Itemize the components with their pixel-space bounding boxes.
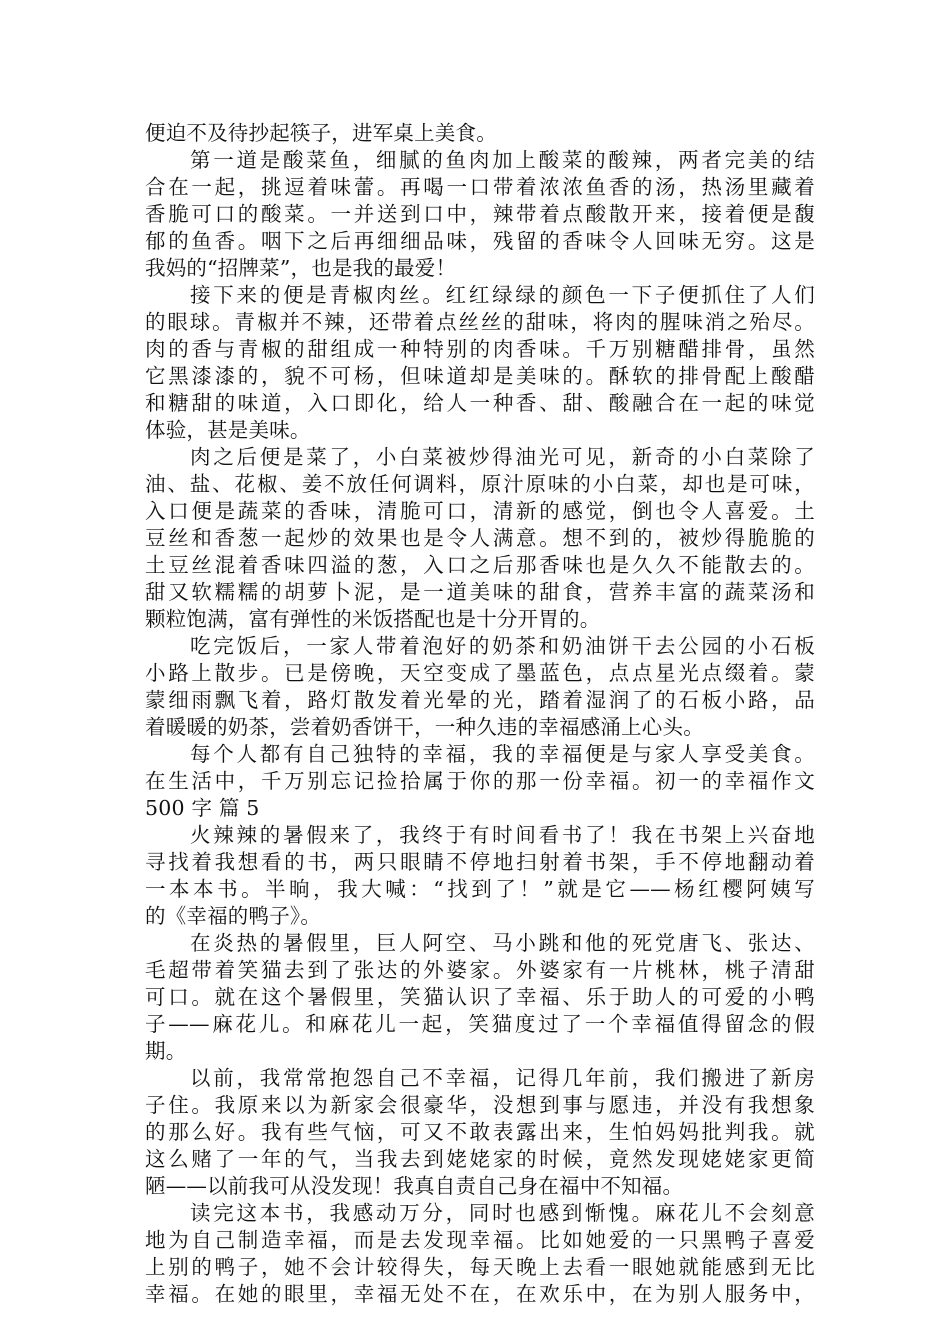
text-line: 的那么好。我有些气恼，可又不敢表露出来，生怕妈妈批判我。就 (145, 1120, 815, 1144)
text-line: 郁的鱼香。咽下之后再细细品味，残留的香味令人回味无穷。这是 (145, 229, 815, 253)
text-line: 一本本书。半晌，我大喊：“找到了！”就是它——杨红樱阿姨写 (145, 877, 815, 901)
text-line: 合在一起，挑逗着味蕾。再喝一口带着浓浓鱼香的汤，热汤里藏着 (145, 175, 815, 199)
text-line: 可口。就在这个暑假里，笑猫认识了幸福、乐于助人的可爱的小鸭 (145, 985, 815, 1009)
text-line: 小路上散步。已是傍晚，天空变成了墨蓝色，点点星光点缀着。蒙 (145, 661, 815, 685)
text-line: 子住。我原来以为新家会很豪华，没想到事与愿违，并没有我想象 (145, 1093, 815, 1117)
text-line: 蒙细雨飘飞着，路灯散发着光晕的光，踏着湿润了的石板小路，品 (145, 688, 815, 712)
text-line: 寻找着我想看的书，两只眼睛不停地扫射着书架，手不停地翻动着 (145, 850, 815, 874)
document-page (145, 120, 815, 1308)
text-line: 吃完饭后，一家人带着泡好的奶茶和奶油饼干去公园的小石板 (190, 634, 815, 658)
text-line: 它黑漆漆的，貌不可杨，但味道却是美味的。酥软的排骨配上酸醋 (145, 364, 815, 388)
text-line: 入口便是蔬菜的香味，清脆可口，清新的感觉，倒也令人喜爱。土 (145, 499, 815, 523)
text-line: 500 字 篇 5 (145, 796, 260, 820)
text-line: 颗粒饱满，富有弹性的米饭搭配也是十分开胃的。 (145, 607, 601, 631)
text-line: 的眼球。青椒并不辣，还带着点丝丝的甜味，将肉的腥味消之殆尽。 (145, 310, 815, 334)
text-line: 我妈的“招牌菜”，也是我的最爱！ (145, 256, 457, 280)
text-line: 这么赌了一年的气，当我去到姥姥家的时候，竟然发现姥姥家更简 (145, 1147, 815, 1171)
text-line: 每个人都有自己独特的幸福，我的幸福便是与家人享受美食。 (190, 742, 815, 766)
text-line: 幸福。在她的眼里，幸福无处不在，在欢乐中，在为别人服务中， (145, 1282, 815, 1306)
text-line: 地为自己制造幸福，而是去发现幸福。比如她爱的一只黑鸭子喜爱 (145, 1228, 815, 1252)
text-line: 在生活中，千万别忘记捡拾属于你的那一份幸福。初一的幸福作文 (145, 769, 815, 793)
text-line: 的《幸福的鸭子》。 (145, 904, 322, 928)
text-line: 接下来的便是青椒肉丝。红红绿绿的颜色一下子便抓住了人们 (190, 283, 815, 307)
text-line: 香脆可口的酸菜。一并送到口中，辣带着点酸散开来，接着便是馥 (145, 202, 815, 226)
text-line: 豆丝和香葱一起炒的效果也是令人满意。想不到的，被炒得脆脆的 (145, 526, 815, 550)
text-line: 油、盐、花椒、姜不放任何调料，原汁原味的小白菜，却也是可味， (145, 472, 815, 496)
text-line: 着暖暖的奶茶，尝着奶香饼干，一种久违的幸福感涌上心头。 (145, 715, 704, 739)
text-line: 火辣辣的暑假来了，我终于有时间看书了！我在书架上兴奋地 (190, 823, 815, 847)
text-line: 便迫不及待抄起筷子，进军桌上美食。 (145, 121, 497, 145)
text-line: 陋——以前我可从没发现！我真自责自己身在福中不知福。 (145, 1174, 684, 1198)
text-line: 体验，甚是美味。 (145, 418, 311, 442)
text-line: 上别的鸭子，她不会计较得失，每天晚上去看一眼她就能感到无比 (145, 1255, 815, 1279)
text-line: 肉之后便是菜了，小白菜被炒得油光可见，新奇的小白菜除了 (190, 445, 815, 469)
text-line: 土豆丝混着香味四溢的葱，入口之后那香味也是久久不能散去的。 (145, 553, 815, 577)
text-line: 以前，我常常抱怨自己不幸福，记得几年前，我们搬进了新房 (190, 1066, 815, 1090)
text-line: 第一道是酸菜鱼，细腻的鱼肉加上酸菜的酸辣，两者完美的结 (190, 148, 815, 172)
text-line: 子——麻花儿。和麻花儿一起，笑猫度过了一个幸福值得留念的假 (145, 1012, 815, 1036)
text-line: 和糖甜的味道，入口即化，给人一种香、甜、酸融合在一起的味觉 (145, 391, 815, 415)
text-line: 读完这本书，我感动万分，同时也感到惭愧。麻花儿不会刻意 (190, 1201, 815, 1225)
text-line: 在炎热的暑假里，巨人阿空、马小跳和他的死党唐飞、张达、 (190, 931, 815, 955)
text-line: 毛超带着笑猫去到了张达的外婆家。外婆家有一片桃林，桃子清甜 (145, 958, 815, 982)
text-line: 甜又软糯糯的胡萝卜泥，是一道美味的甜食，营养丰富的蔬菜汤和 (145, 580, 815, 604)
text-line: 肉的香与青椒的甜组成一种特别的肉香味。千万别糖醋排骨，虽然 (145, 337, 815, 361)
text-line: 期。 (145, 1039, 187, 1063)
